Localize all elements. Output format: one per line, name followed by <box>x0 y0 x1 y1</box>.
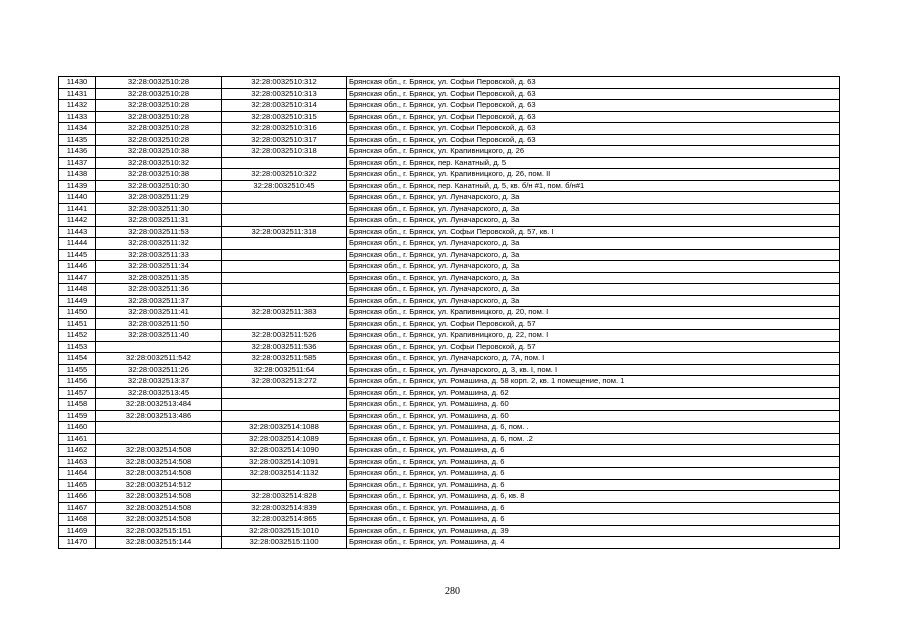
parcel-cadastral-number-cell: 32:28:0032510:38 <box>96 169 222 181</box>
table-row <box>59 111 840 123</box>
address-cell: Брянская обл., г. Брянск, ул. Луначарского, д. 3а <box>347 192 840 204</box>
object-cadastral-number-cell <box>222 203 347 215</box>
table-row <box>59 433 840 445</box>
parcel-cadastral-number-cell: 32:28:0032510:30 <box>96 180 222 192</box>
table-row <box>59 169 840 181</box>
row-number-cell: 11465 <box>59 479 96 491</box>
object-cadastral-number-cell: 32:28:0032515:1100 <box>222 537 347 549</box>
table-row <box>59 353 840 365</box>
parcel-cadastral-number-cell: 32:28:0032511:31 <box>96 215 222 227</box>
address-cell: Брянская обл., г. Брянск, ул. Софьи Перовской, д. 63 <box>347 77 840 89</box>
address-cell: Брянская обл., г. Брянск, ул. Крапивницкого, д. 20, пом. I <box>347 307 840 319</box>
row-number-cell: 11462 <box>59 445 96 457</box>
object-cadastral-number-cell: 32:28:0032515:1010 <box>222 525 347 537</box>
address-cell: Брянская обл., г. Брянск, ул. Ромашина, д. 6 <box>347 468 840 480</box>
row-number-cell: 11431 <box>59 88 96 100</box>
parcel-cadastral-number-cell: 32:28:0032515:151 <box>96 525 222 537</box>
table-row <box>59 318 840 330</box>
table-row <box>59 399 840 411</box>
address-cell: Брянская обл., г. Брянск, ул. Луначарского, д. 3а <box>347 284 840 296</box>
table-row <box>59 192 840 204</box>
object-cadastral-number-cell <box>222 284 347 296</box>
table-row <box>59 410 840 422</box>
object-cadastral-number-cell <box>222 399 347 411</box>
address-cell: Брянская обл., г. Брянск, ул. Ромашина, д. 58 корп. 2, кв. 1 помещение, пом. 1 <box>347 376 840 388</box>
row-number-cell: 11430 <box>59 77 96 89</box>
row-number-cell: 11449 <box>59 295 96 307</box>
address-cell: Брянская обл., г. Брянск, ул. Ромашина, д. 60 <box>347 399 840 411</box>
table-row <box>59 146 840 158</box>
parcel-cadastral-number-cell: 32:28:0032510:28 <box>96 134 222 146</box>
table-row <box>59 272 840 284</box>
address-cell: Брянская обл., г. Брянск, ул. Софьи Перовской, д. 63 <box>347 134 840 146</box>
row-number-cell: 11459 <box>59 410 96 422</box>
parcel-cadastral-number-cell: 32:28:0032510:28 <box>96 100 222 112</box>
table-row <box>59 203 840 215</box>
table-row <box>59 364 840 376</box>
page-number: 280 <box>445 586 460 597</box>
row-number-cell: 11460 <box>59 422 96 434</box>
object-cadastral-number-cell <box>222 410 347 422</box>
row-number-cell: 11464 <box>59 468 96 480</box>
table-row <box>59 422 840 434</box>
address-cell: Брянская обл., г. Брянск, ул. Ромашина, д. 6 <box>347 479 840 491</box>
table-row <box>59 249 840 261</box>
address-cell: Брянская обл., г. Брянск, ул. Луначарского, д. 3а <box>347 272 840 284</box>
row-number-cell: 11458 <box>59 399 96 411</box>
row-number-cell: 11451 <box>59 318 96 330</box>
row-number-cell: 11437 <box>59 157 96 169</box>
row-number-cell: 11434 <box>59 123 96 135</box>
object-cadastral-number-cell: 32:28:0032510:317 <box>222 134 347 146</box>
parcel-cadastral-number-cell <box>96 422 222 434</box>
table-row <box>59 491 840 503</box>
parcel-cadastral-number-cell: 32:28:0032511:36 <box>96 284 222 296</box>
row-number-cell: 11457 <box>59 387 96 399</box>
parcel-cadastral-number-cell: 32:28:0032514:508 <box>96 468 222 480</box>
parcel-cadastral-number-cell: 32:28:0032515:144 <box>96 537 222 549</box>
address-cell: Брянская обл., г. Брянск, ул. Луначарского, д. 7А, пом. I <box>347 353 840 365</box>
address-cell: Брянская обл., г. Брянск, ул. Луначарского, д. 3, кв. I, пом. I <box>347 364 840 376</box>
object-cadastral-number-cell: 32:28:0032511:536 <box>222 341 347 353</box>
row-number-cell: 11439 <box>59 180 96 192</box>
address-cell: Брянская обл., г. Брянск, ул. Луначарского, д. 3а <box>347 238 840 250</box>
object-cadastral-number-cell: 32:28:0032510:322 <box>222 169 347 181</box>
address-cell: Брянская обл., г. Брянск, ул. Крапивницкого, д. 26, пом. II <box>347 169 840 181</box>
parcel-cadastral-number-cell <box>96 341 222 353</box>
table-row <box>59 77 840 89</box>
address-cell: Брянская обл., г. Брянск, ул. Ромашина, д. 60 <box>347 410 840 422</box>
row-number-cell: 11461 <box>59 433 96 445</box>
table-row <box>59 387 840 399</box>
address-cell: Брянская обл., г. Брянск, ул. Ромашина, д. 4 <box>347 537 840 549</box>
object-cadastral-number-cell: 32:28:0032511:64 <box>222 364 347 376</box>
address-cell: Брянская обл., г. Брянск, ул. Ромашина, д. 6 <box>347 514 840 526</box>
address-cell: Брянская обл., г. Брянск, ул. Ромашина, д. 6 <box>347 445 840 457</box>
object-cadastral-number-cell: 32:28:0032511:585 <box>222 353 347 365</box>
parcel-cadastral-number-cell: 32:28:0032511:40 <box>96 330 222 342</box>
row-number-cell: 11468 <box>59 514 96 526</box>
parcel-cadastral-number-cell: 32:28:0032511:50 <box>96 318 222 330</box>
address-cell: Брянская обл., г. Брянск, ул. Ромашина, д. 6, кв. 8 <box>347 491 840 503</box>
object-cadastral-number-cell: 32:28:0032514:828 <box>222 491 347 503</box>
table-row <box>59 502 840 514</box>
object-cadastral-number-cell <box>222 272 347 284</box>
row-number-cell: 11433 <box>59 111 96 123</box>
address-cell: Брянская обл., г. Брянск, ул. Софьи Перовской, д. 63 <box>347 123 840 135</box>
address-cell: Брянская обл., г. Брянск, ул. Луначарского, д. 3а <box>347 261 840 273</box>
row-number-cell: 11466 <box>59 491 96 503</box>
object-cadastral-number-cell: 32:28:0032510:45 <box>222 180 347 192</box>
table-row <box>59 295 840 307</box>
address-cell: Брянская обл., г. Брянск, ул. Ромашина, д. 39 <box>347 525 840 537</box>
object-cadastral-number-cell: 32:28:0032514:1132 <box>222 468 347 480</box>
parcel-cadastral-number-cell: 32:28:0032514:508 <box>96 491 222 503</box>
address-cell: Брянская обл., г. Брянск, ул. Луначарского, д. 3а <box>347 215 840 227</box>
object-cadastral-number-cell: 32:28:0032514:1091 <box>222 456 347 468</box>
parcel-cadastral-number-cell: 32:28:0032510:38 <box>96 146 222 158</box>
parcel-cadastral-number-cell: 32:28:0032514:508 <box>96 514 222 526</box>
row-number-cell: 11469 <box>59 525 96 537</box>
table-row <box>59 445 840 457</box>
table-row <box>59 261 840 273</box>
address-cell: Брянская обл., г. Брянск, ул. Ромашина, д. 6 <box>347 502 840 514</box>
row-number-cell: 11470 <box>59 537 96 549</box>
table-row <box>59 537 840 549</box>
table-row <box>59 134 840 146</box>
address-cell: Брянская обл., г. Брянск, пер. Канатный, д. 5, кв. б/н #1, пом. б/н#1 <box>347 180 840 192</box>
parcel-cadastral-number-cell: 32:28:0032510:28 <box>96 77 222 89</box>
parcel-cadastral-number-cell: 32:28:0032514:508 <box>96 445 222 457</box>
object-cadastral-number-cell: 32:28:0032510:318 <box>222 146 347 158</box>
parcel-cadastral-number-cell: 32:28:0032513:484 <box>96 399 222 411</box>
parcel-cadastral-number-cell: 32:28:0032510:32 <box>96 157 222 169</box>
object-cadastral-number-cell: 32:28:0032514:839 <box>222 502 347 514</box>
table-row <box>59 100 840 112</box>
row-number-cell: 11456 <box>59 376 96 388</box>
address-cell: Брянская обл., г. Брянск, ул. Ромашина, д. 6, пом. . <box>347 422 840 434</box>
parcel-cadastral-number-cell: 32:28:0032511:41 <box>96 307 222 319</box>
table-row <box>59 341 840 353</box>
row-number-cell: 11435 <box>59 134 96 146</box>
table-row <box>59 330 840 342</box>
address-cell: Брянская обл., г. Брянск, ул. Ромашина, д. 62 <box>347 387 840 399</box>
parcel-cadastral-number-cell: 32:28:0032511:29 <box>96 192 222 204</box>
parcel-cadastral-number-cell: 32:28:0032513:486 <box>96 410 222 422</box>
object-cadastral-number-cell: 32:28:0032514:1088 <box>222 422 347 434</box>
parcel-cadastral-number-cell: 32:28:0032511:34 <box>96 261 222 273</box>
table-row <box>59 215 840 227</box>
object-cadastral-number-cell: 32:28:0032514:865 <box>222 514 347 526</box>
address-cell: Брянская обл., г. Брянск, ул. Луначарского, д. 3а <box>347 249 840 261</box>
object-cadastral-number-cell <box>222 238 347 250</box>
address-cell: Брянская обл., г. Брянск, ул. Ромашина, д. 6 <box>347 456 840 468</box>
address-cell: Брянская обл., г. Брянск, ул. Ромашина, д. 6, пом. .2 <box>347 433 840 445</box>
object-cadastral-number-cell <box>222 249 347 261</box>
parcel-cadastral-number-cell: 32:28:0032511:30 <box>96 203 222 215</box>
row-number-cell: 11443 <box>59 226 96 238</box>
object-cadastral-number-cell: 32:28:0032510:316 <box>222 123 347 135</box>
parcel-cadastral-number-cell: 32:28:0032511:37 <box>96 295 222 307</box>
table-row <box>59 468 840 480</box>
address-cell: Брянская обл., г. Брянск, ул. Луначарского, д. 3а <box>347 295 840 307</box>
object-cadastral-number-cell <box>222 387 347 399</box>
parcel-cadastral-number-cell: 32:28:0032514:508 <box>96 456 222 468</box>
table-row <box>59 284 840 296</box>
row-number-cell: 11441 <box>59 203 96 215</box>
row-number-cell: 11463 <box>59 456 96 468</box>
address-cell: Брянская обл., г. Брянск, пер. Канатный, д. 5 <box>347 157 840 169</box>
object-cadastral-number-cell: 32:28:0032510:312 <box>222 77 347 89</box>
row-number-cell: 11453 <box>59 341 96 353</box>
address-cell: Брянская обл., г. Брянск, ул. Софьи Перовской, д. 57 <box>347 318 840 330</box>
object-cadastral-number-cell: 32:28:0032510:314 <box>222 100 347 112</box>
registry-table-body <box>59 77 840 549</box>
address-cell: Брянская обл., г. Брянск, ул. Софьи Перовской, д. 63 <box>347 100 840 112</box>
table-row <box>59 238 840 250</box>
parcel-cadastral-number-cell: 32:28:0032514:508 <box>96 502 222 514</box>
row-number-cell: 11442 <box>59 215 96 227</box>
registry-table <box>58 76 840 549</box>
table-row <box>59 514 840 526</box>
row-number-cell: 11432 <box>59 100 96 112</box>
parcel-cadastral-number-cell: 32:28:0032511:542 <box>96 353 222 365</box>
table-row <box>59 376 840 388</box>
parcel-cadastral-number-cell: 32:28:0032511:53 <box>96 226 222 238</box>
object-cadastral-number-cell <box>222 215 347 227</box>
table-row <box>59 88 840 100</box>
object-cadastral-number-cell <box>222 318 347 330</box>
parcel-cadastral-number-cell: 32:28:0032510:28 <box>96 123 222 135</box>
parcel-cadastral-number-cell: 32:28:0032511:32 <box>96 238 222 250</box>
parcel-cadastral-number-cell: 32:28:0032510:28 <box>96 111 222 123</box>
object-cadastral-number-cell: 32:28:0032514:1090 <box>222 445 347 457</box>
address-cell: Брянская обл., г. Брянск, ул. Крапивницкого, д. 26 <box>347 146 840 158</box>
object-cadastral-number-cell <box>222 479 347 491</box>
address-cell: Брянская обл., г. Брянск, ул. Софьи Перовской, д. 57 <box>347 341 840 353</box>
row-number-cell: 11438 <box>59 169 96 181</box>
object-cadastral-number-cell <box>222 295 347 307</box>
object-cadastral-number-cell: 32:28:0032511:526 <box>222 330 347 342</box>
row-number-cell: 11445 <box>59 249 96 261</box>
row-number-cell: 11447 <box>59 272 96 284</box>
row-number-cell: 11446 <box>59 261 96 273</box>
parcel-cadastral-number-cell: 32:28:0032511:33 <box>96 249 222 261</box>
object-cadastral-number-cell <box>222 192 347 204</box>
row-number-cell: 11450 <box>59 307 96 319</box>
parcel-cadastral-number-cell: 32:28:0032513:37 <box>96 376 222 388</box>
object-cadastral-number-cell <box>222 157 347 169</box>
parcel-cadastral-number-cell: 32:28:0032510:28 <box>96 88 222 100</box>
object-cadastral-number-cell: 32:28:0032514:1089 <box>222 433 347 445</box>
table-row <box>59 180 840 192</box>
row-number-cell: 11436 <box>59 146 96 158</box>
parcel-cadastral-number-cell <box>96 433 222 445</box>
parcel-cadastral-number-cell: 32:28:0032511:26 <box>96 364 222 376</box>
parcel-cadastral-number-cell: 32:28:0032514:512 <box>96 479 222 491</box>
object-cadastral-number-cell: 32:28:0032513:272 <box>222 376 347 388</box>
object-cadastral-number-cell: 32:28:0032510:313 <box>222 88 347 100</box>
table-row <box>59 479 840 491</box>
parcel-cadastral-number-cell: 32:28:0032511:35 <box>96 272 222 284</box>
address-cell: Брянская обл., г. Брянск, ул. Софьи Перовской, д. 63 <box>347 88 840 100</box>
row-number-cell: 11444 <box>59 238 96 250</box>
object-cadastral-number-cell <box>222 261 347 273</box>
address-cell: Брянская обл., г. Брянск, ул. Луначарского, д. 3а <box>347 203 840 215</box>
object-cadastral-number-cell: 32:28:0032511:318 <box>222 226 347 238</box>
row-number-cell: 11455 <box>59 364 96 376</box>
row-number-cell: 11452 <box>59 330 96 342</box>
object-cadastral-number-cell: 32:28:0032511:383 <box>222 307 347 319</box>
table-row <box>59 456 840 468</box>
row-number-cell: 11467 <box>59 502 96 514</box>
address-cell: Брянская обл., г. Брянск, ул. Крапивницкого, д. 22, пом. I <box>347 330 840 342</box>
table-row <box>59 307 840 319</box>
table-row <box>59 226 840 238</box>
table-row <box>59 525 840 537</box>
row-number-cell: 11454 <box>59 353 96 365</box>
address-cell: Брянская обл., г. Брянск, ул. Софьи Перовской, д. 57, кв. I <box>347 226 840 238</box>
address-cell: Брянская обл., г. Брянск, ул. Софьи Перовской, д. 63 <box>347 111 840 123</box>
object-cadastral-number-cell: 32:28:0032510:315 <box>222 111 347 123</box>
table-row <box>59 123 840 135</box>
row-number-cell: 11448 <box>59 284 96 296</box>
table-row <box>59 157 840 169</box>
parcel-cadastral-number-cell: 32:28:0032513:45 <box>96 387 222 399</box>
row-number-cell: 11440 <box>59 192 96 204</box>
